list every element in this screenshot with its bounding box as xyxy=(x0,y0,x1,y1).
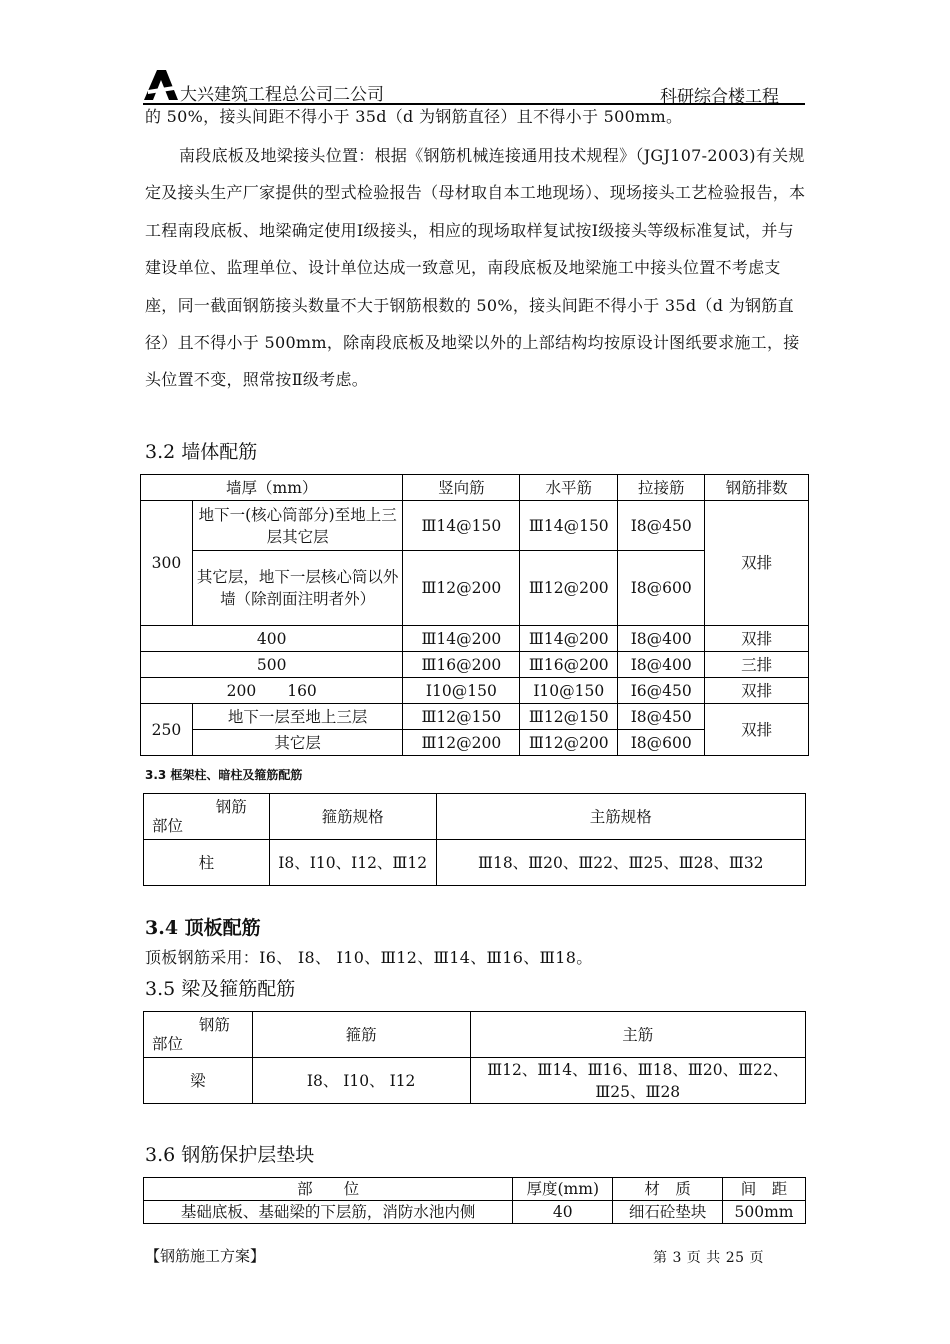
table-row xyxy=(141,501,809,551)
cell-vertical: Ⅲ14@150 xyxy=(403,501,520,551)
cell-spacing: 500mm xyxy=(723,1201,806,1224)
table-row xyxy=(141,704,809,730)
cell-horizontal: Ⅲ12@150 xyxy=(520,704,618,730)
cell-vertical: Ⅲ12@150 xyxy=(403,704,520,730)
cell-horizontal: Ⅰ10@150 xyxy=(520,678,618,704)
table-header-row xyxy=(144,1012,806,1058)
cell-vertical: Ⅲ14@200 xyxy=(403,626,520,652)
cell-tie: Ⅰ8@450 xyxy=(618,704,705,730)
column-rebar-table xyxy=(143,793,806,886)
section-3-3-title: 3.3 框架柱、暗柱及箍筋配筋 xyxy=(145,768,303,782)
cell-layers: 双排 xyxy=(705,704,809,756)
header-wall-thickness: 墙厚（mm） xyxy=(141,475,403,501)
cell-stirrup: Ⅰ8、 Ⅰ10、 Ⅰ12 xyxy=(252,1058,470,1104)
cell-layers: 双排 xyxy=(705,501,809,626)
cell-horizontal: Ⅲ16@200 xyxy=(520,652,618,678)
table-row xyxy=(141,678,809,704)
cell-stirrup: Ⅰ8、Ⅰ10、Ⅰ12、Ⅲ12 xyxy=(269,840,436,886)
section-3-4-title: 3.4 顶板配筋 xyxy=(145,917,261,939)
header-stirrup: 箍筋 xyxy=(252,1012,470,1058)
cell-horizontal: Ⅲ14@200 xyxy=(520,626,618,652)
cell-tie: Ⅰ8@450 xyxy=(618,501,705,551)
cell-tie: Ⅰ6@450 xyxy=(618,678,705,704)
cell-desc: 其它层 xyxy=(192,730,402,756)
cell-horizontal: Ⅲ14@150 xyxy=(520,501,618,551)
table-header-row xyxy=(141,475,809,501)
corner-top: 钢筋 xyxy=(215,798,247,816)
footer-page-number: 第 3 页 共 25 页 xyxy=(653,1250,764,1266)
cell-desc: 地下一(核心筒部分)至地上三层其它层 xyxy=(192,501,402,551)
header-stirrup: 箍筋规格 xyxy=(269,794,436,840)
corner-top: 钢筋 xyxy=(198,1016,230,1034)
paragraph-1: 的 50%，接头间距不得小于 35d（d 为钢筋直径）且不得小于 500mm。 xyxy=(145,107,683,126)
beam-rebar-table xyxy=(143,1011,806,1104)
cell-vertical: Ⅲ16@200 xyxy=(403,652,520,678)
header-main: 主筋规格 xyxy=(436,794,805,840)
header-layers: 钢筋排数 xyxy=(705,475,809,501)
table-header-row xyxy=(144,794,806,840)
header-main: 主筋 xyxy=(470,1012,806,1058)
cell-location: 基础底板、基础梁的下层筋，消防水池内侧 xyxy=(144,1201,513,1224)
table-row xyxy=(141,652,809,678)
section-3-2-title: 3.2 墙体配筋 xyxy=(145,441,258,463)
cell-tie: Ⅰ8@400 xyxy=(618,626,705,652)
footer-doc-title: 【钢筋施工方案】 xyxy=(145,1247,266,1265)
section-3-6-title: 3.6 钢筋保护层垫块 xyxy=(145,1144,315,1166)
cover-block-table xyxy=(143,1177,806,1224)
header-spacing: 间 距 xyxy=(723,1178,806,1201)
header-company: 大兴建筑工程总公司二公司 xyxy=(180,85,384,105)
cell-vertical: Ⅰ10@150 xyxy=(403,678,520,704)
header-project: 科研综合楼工程 xyxy=(660,87,779,107)
cell-tie: Ⅰ8@600 xyxy=(618,551,705,626)
paragraph-2: 南段底板及地梁接头位置：根据《钢筋机械连接通用技术规程》（JGJ107-2003)有关规定及接头生产厂家提供的型式检验报告（母材取自本工地现场）、现场接头工艺检验报告，本工程南段底板、地梁确定使用Ⅰ级接头，相应的现场取样复试按Ⅰ级接头等级标准复试，并与建设单位、监理单位、设计单位达成一致意见，南段底板及地梁施工中接头位置不考虑支座，同一截面钢筋接头数量不大于钢筋根数的 50%，接头间距不得小于 35d（d 为钢筋直径）且不得小于 500mm，除南段底板及地梁以外的上部结构均按原设计图纸要求施工，接头位置不变，照常按Ⅱ级考虑。 xyxy=(145,146,806,390)
corner-bottom: 部位 xyxy=(152,1035,184,1053)
section-3-5-title: 3.5 梁及箍筋配筋 xyxy=(145,978,296,1000)
cell-vertical: Ⅲ12@200 xyxy=(403,551,520,626)
cell-thickness: 40 xyxy=(513,1201,613,1224)
table-row xyxy=(141,626,809,652)
header-vertical: 竖向筋 xyxy=(403,475,520,501)
corner-bottom: 部位 xyxy=(152,817,184,835)
cell-layers: 三排 xyxy=(705,652,809,678)
cell-layers: 双排 xyxy=(705,678,809,704)
header-location: 部 位 xyxy=(144,1178,513,1201)
cell-main: Ⅲ12、Ⅲ14、Ⅲ16、Ⅲ18、Ⅲ20、Ⅲ22、Ⅲ25、Ⅲ28 xyxy=(470,1058,806,1104)
cell-part: 梁 xyxy=(144,1058,253,1104)
company-logo-icon xyxy=(142,66,180,102)
cell-thickness: 400 xyxy=(141,626,403,652)
cell-main: Ⅲ18、Ⅲ20、Ⅲ22、Ⅲ25、Ⅲ28、Ⅲ32 xyxy=(436,840,805,886)
cell-vertical: Ⅲ12@200 xyxy=(403,730,520,756)
cell-horizontal: Ⅲ12@200 xyxy=(520,730,618,756)
cell-horizontal: Ⅲ12@200 xyxy=(520,551,618,626)
cell-thickness: 200 160 xyxy=(141,678,403,704)
cell-layers: 双排 xyxy=(705,626,809,652)
cell-material: 细石砼垫块 xyxy=(613,1201,723,1224)
header-material: 材 质 xyxy=(613,1178,723,1201)
cell-tie: Ⅰ8@600 xyxy=(618,730,705,756)
corner-cell xyxy=(144,794,270,840)
cell-part: 柱 xyxy=(144,840,270,886)
cell-tie: Ⅰ8@400 xyxy=(618,652,705,678)
table-header-row xyxy=(144,1178,806,1201)
wall-rebar-table xyxy=(140,474,809,756)
cell-desc: 其它层，地下一层核心筒以外墙（除剖面注明者外） xyxy=(192,551,402,626)
header-horizontal: 水平筋 xyxy=(520,475,618,501)
header-tie: 拉接筋 xyxy=(618,475,705,501)
table-row xyxy=(144,1058,806,1104)
cell-thickness: 500 xyxy=(141,652,403,678)
table-row xyxy=(144,1201,806,1224)
cell-desc: 地下一层至地上三层 xyxy=(192,704,402,730)
cell-300: 300 xyxy=(141,501,193,626)
header-thickness: 厚度(mm) xyxy=(513,1178,613,1201)
table-row xyxy=(144,840,806,886)
corner-cell xyxy=(144,1012,253,1058)
cell-250: 250 xyxy=(141,704,193,756)
section-3-4-text: 顶板钢筋采用：Ⅰ6、 Ⅰ8、 Ⅰ10、Ⅲ12、Ⅲ14、Ⅲ16、Ⅲ18。 xyxy=(145,948,593,967)
